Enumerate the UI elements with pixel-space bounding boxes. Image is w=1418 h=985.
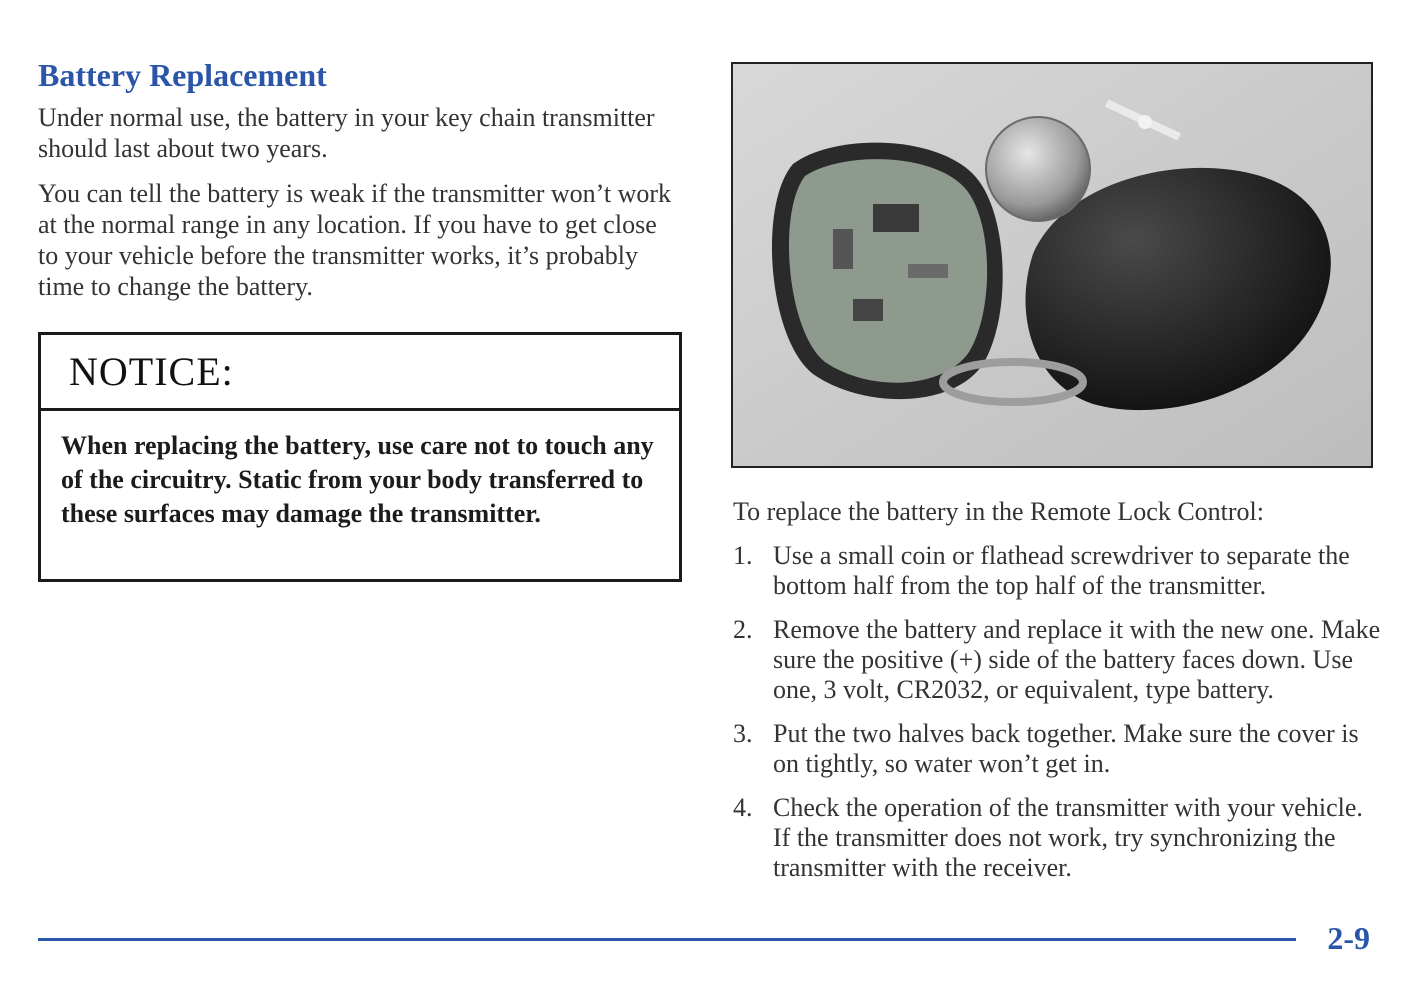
step-number: 1. <box>733 541 753 570</box>
left-column <box>38 56 678 316</box>
list-item <box>733 541 1383 601</box>
coin-battery-shape <box>986 117 1090 221</box>
notice-header <box>41 335 679 411</box>
transmitter-illustration <box>733 64 1371 466</box>
step-text: Check the operation of the transmitter with your vehicle. If the transmitter does not work, try synchronizing the transmitter with the receiver. <box>773 793 1363 882</box>
section-title: Battery Replacement <box>38 57 327 93</box>
component-shape <box>853 299 883 321</box>
weak-battery-paragraph: You can tell the battery is weak if the transmitter won’t work at the normal range in any location. If you have to get close to your vehicle before the transmitter works, it’s probably time to change the battery. <box>38 179 672 301</box>
step-number: 4. <box>733 793 753 822</box>
instructions-intro: To replace the battery in the Remote Lock Control: <box>733 497 1265 526</box>
notice-body: When replacing the battery, use care not to touch any of the circuitry. Static from your body transferred to these surfaces may damage the transmitter. <box>61 431 654 528</box>
notice-box <box>38 332 682 582</box>
step-text: Put the two halves back together. Make sure the cover is on tightly, so water won’t get in. <box>773 719 1359 778</box>
steps-list <box>733 541 1383 883</box>
right-column <box>733 496 1383 897</box>
list-item <box>733 719 1383 779</box>
footer-rule <box>38 938 1296 941</box>
component-shape <box>833 229 853 269</box>
list-item <box>733 793 1383 883</box>
circuit-board-shape <box>789 159 987 383</box>
step-text: Remove the battery and replace it with the new one. Make sure the positive (+) side of the battery faces down. Use one, 3 volt, CR2032, or equivalent, type battery. <box>773 615 1381 704</box>
component-shape <box>908 264 948 278</box>
step-number: 2. <box>733 615 753 644</box>
list-item <box>733 615 1383 705</box>
step-text: Use a small coin or flathead screwdriver to separate the bottom half from the top half of the transmitter. <box>773 541 1350 600</box>
chip-shape <box>873 204 919 232</box>
intro-paragraph: Under normal use, the battery in your key chain transmitter should last about two years. <box>38 103 655 163</box>
step-number: 3. <box>733 719 753 748</box>
pin-head-shape <box>1138 115 1152 129</box>
transmitter-photo <box>731 62 1373 468</box>
notice-title: NOTICE: <box>69 349 234 394</box>
page-number: 2-9 <box>1327 920 1370 956</box>
